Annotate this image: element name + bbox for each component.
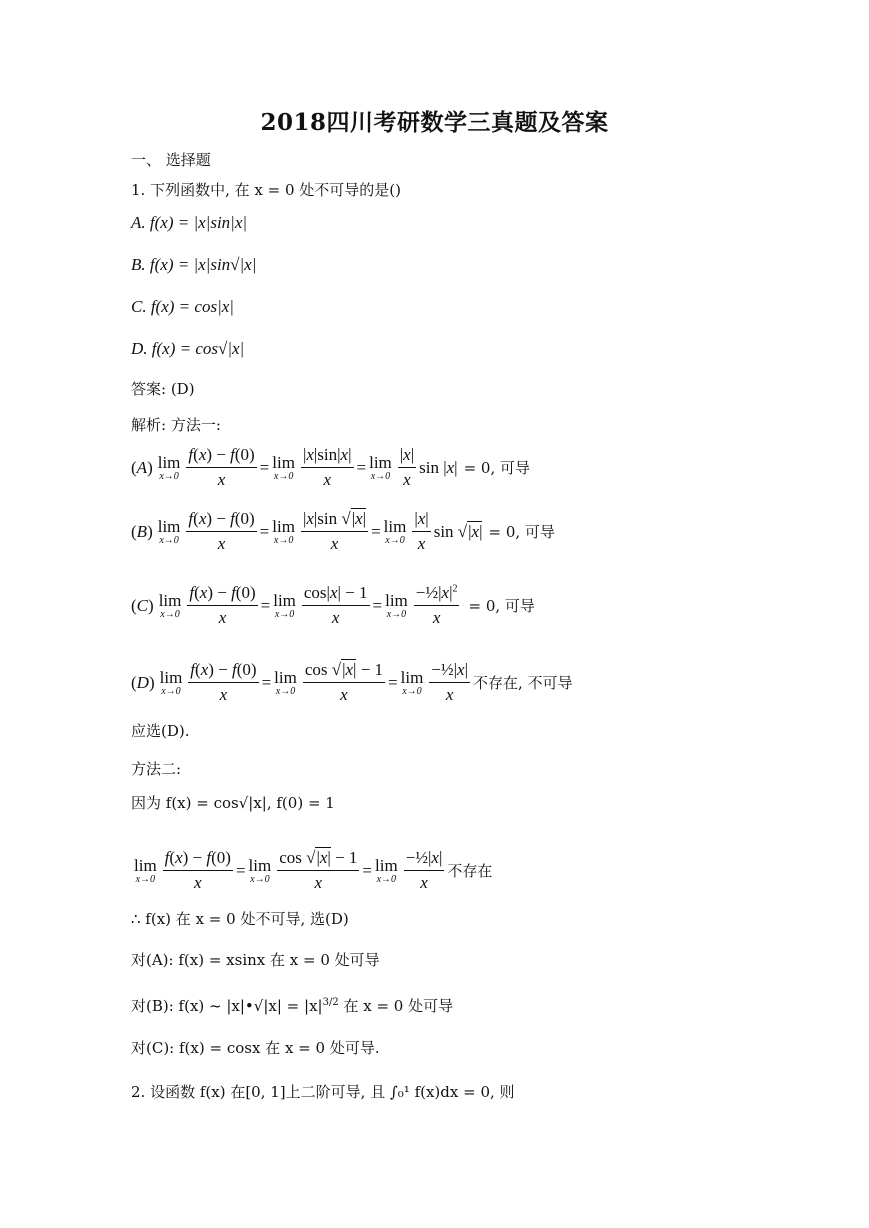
question-2-stem: 2. 设函数 f(x) 在[0, 1]上二阶可导, 且 ∫₀¹ f(x)dx = 0, 则 xyxy=(131,1083,515,1101)
question-1-stem: 1. 下列函数中, 在 x = 0 处不可导的是() xyxy=(131,181,401,199)
formula-c-tail: = 0, 可导 xyxy=(468,597,535,615)
check-b-tail: 在 x = 0 处可导 xyxy=(338,997,454,1015)
formula-d: (D) lim x→0 $\frac{f(x) - f(0)}{x}$ = lim x→0 $\frac{\cos √|x| - 1}{x}$ = lim x→0 $\frac{\text{−½|x|}}{x}$ 不存在, 不可导 xyxy=(131,660,573,704)
check-c-line: 对(C): f(x) = cosx 在 x = 0 处可导. xyxy=(131,1039,380,1057)
because-line: 因为 f(x) = cos√|x|, f(0) = 1 xyxy=(131,794,335,812)
page-title: 2018四川考研数学三真题及答案 xyxy=(260,109,609,136)
formula-b: (B) lim x→0 $\frac{f(x) - f(0)}{x}$ = lim x→0 $\frac{|x|\sin √|x|}{x}$ = lim x→0 $\frac{|x|}{x}$ sin √ |x| = 0, 可导 xyxy=(131,509,555,553)
formula-a-tail: = 0, 可导 xyxy=(463,459,530,477)
option-c: C. f(x) = cos|x| xyxy=(131,297,234,316)
formula-c: (C) lim x→0 $\frac{f(x) - f(0)}{x}$ = lim x→0 $\frac{\cos|x| - 1}{x}$ = lim x→0 $\frac{-\frac{1}{2}|x|^2}{x}$ = 0, 可导 xyxy=(131,583,535,627)
formula-method-2-tail: 不存在 xyxy=(447,862,493,880)
answer-line: 答案: (D) xyxy=(131,380,195,398)
section-heading: 一、 选择题 xyxy=(131,151,211,169)
therefore-line: ∴ f(x) 在 x = 0 处不可导, 选(D) xyxy=(131,910,349,928)
formula-method-2: lim x→0 $\frac{f(x) - f(0)}{x}$ = lim x→0 $\frac{\cos √|x| - 1}{x}$ = lim x→0 $\frac{\text{−½|x|}}{x}$ 不存在 xyxy=(134,848,493,892)
check-b-head: 对(B): f(x) ~ |x|•√|x| = |x| xyxy=(131,997,323,1015)
option-d: D. f(x) = cos√|x| xyxy=(131,339,245,358)
formula-b-tail: = 0, 可导 xyxy=(488,523,555,541)
formula-a: (A) lim x→0 $\frac{f(x) - f(0)}{x}$ = lim x→0 $\frac{|x|\sin|x|}{x}$ = lim x→0 $\frac{|x|}{x}$ sin | x | = 0, 可导 xyxy=(131,445,530,489)
option-b: B. f(x) = |x|sin√|x| xyxy=(131,255,257,274)
check-b-line xyxy=(131,997,453,1015)
formula-d-tail: 不存在, 不可导 xyxy=(473,674,573,692)
exponent-3-over-2: 3/2 xyxy=(322,997,339,1008)
check-a-line: 对(A): f(x) = xsinx 在 x = 0 处可导 xyxy=(131,951,380,969)
choose-line: 应选(D). xyxy=(131,722,190,740)
analysis-heading: 解析: 方法一: xyxy=(131,416,221,434)
option-a: A. f(x) = |x|sin|x| xyxy=(131,213,248,232)
method-2-heading: 方法二: xyxy=(131,760,182,778)
